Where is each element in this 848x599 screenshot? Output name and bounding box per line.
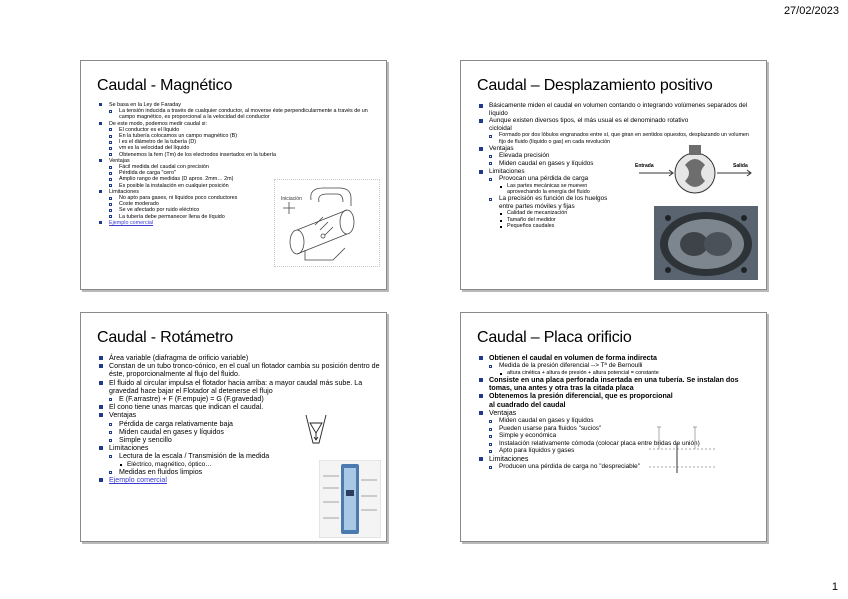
bullet: Ventajas Miden caudal en gases y líquidos Pueden usarse para fluidos "sucios" Simple y económica Instalación relativamente cómoda (colocar placa entre bridas de unión) Apto para líquidos y gases — [477, 409, 760, 455]
sub-bullet: Lectura de la escala / Transmisión de la medida Eléctrico, magnético, óptico… — [109, 452, 380, 468]
sub-bullet: Fácil medida del caudal con precisión — [109, 164, 380, 170]
sub-sub-bullet: altura cinética + altura de presión + altura potencial = constante — [499, 370, 760, 376]
page-number: 1 — [831, 581, 838, 593]
sub-bullet: Pérdida de carga relativamente baja — [109, 420, 380, 428]
bullet: Limitaciones Producen una pérdida de carga no "despreciable" — [477, 455, 760, 471]
sub-bullet: Medidas en fluidos limpios — [109, 468, 380, 476]
bullet: Limitaciones No apto para gases, ni líquidos poco conductores Coste moderado Se ve afectado por ruido eléctrico La tubería debe permanecer llena de líquido — [97, 189, 380, 220]
bullet: El fluido al circular impulsa el flotador hacia arriba: a mayor caudal más sube. La gravedad hace bajar el Flotador al detenerse el flujo E (F.arrastre) + F (F.empuje) = G (F.gravedad) — [97, 379, 380, 404]
bullet: Ventajas Elevada precisión Miden caudal en gases y líquidos — [477, 145, 760, 168]
bullet: Obtenemos la presión diferencial, que es proporcional al cuadrado del caudal — [477, 392, 760, 408]
sub-bullet: El conductor es el líquido — [109, 127, 380, 133]
sub-bullet: No apto para gases, ni líquidos poco conductores — [109, 195, 380, 201]
commercial-example-link[interactable]: Ejemplo comercial — [109, 219, 154, 226]
bullet: Se basa en la Ley de Faraday La tensión inducida a través de cualquier conductor, al moverse éste perpendicularmente a través de un campo magnético, es proporcional a la velocidad del conductor — [97, 102, 380, 121]
sub-bullet: Pueden usarse para fluidos "sucios" — [489, 425, 760, 433]
sub-bullet: Miden caudal en gases y líquidos — [489, 160, 760, 168]
sub-bullet: Amplio rango de medidas (D aprox. 2mm… 2m) — [109, 176, 380, 182]
sub-bullet: Se ve afectado por ruido eléctrico — [109, 207, 380, 213]
figure-label: Iniciación — [281, 196, 302, 202]
sub-bullet: Provocan una pérdida de carga Las partes mecánicas se mueven aprovechando la energía del fluido — [489, 175, 610, 195]
sub-sub-bullet: Eléctrico, magnético, óptico… — [119, 461, 380, 469]
sub-bullet: Es posible la instalación en cualquier posición — [109, 183, 380, 189]
sub-bullet: Obtenemos la fem (Tm) de los electrodos insertados en la tubería — [109, 152, 380, 158]
sub-bullet: Coste moderado — [109, 201, 380, 207]
bullet: Obtienen el caudal en volumen de forma indirecta Medida de la presión diferencial --> Tª de Bernoulli altura cinética + altura de presión + altura potencial = constante — [477, 354, 760, 376]
sub-bullet: Formado por dos lóbulos engranados entre sí, que giran en sentidos opuestos, desplazando un volumen fijo de fluido (líquido o gas) en cada revolución — [489, 132, 754, 144]
sub-bullet: Apto para líquidos y gases — [489, 447, 760, 455]
commercial-example-link[interactable]: Ejemplo comercial — [109, 476, 167, 485]
bullet: Constan de un tubo tronco-cónico, en el cual un flotador cambia su posición dentro de éste, proporcionalmente al flujo del fluido. — [97, 362, 380, 378]
sub-sub-bullet: Calidad de mecanización — [499, 210, 610, 216]
float-cone-diagram — [303, 413, 329, 447]
orifice-plate-diagram — [647, 425, 717, 473]
sub-bullet: En la tubería colocamos un campo magnético (B) — [109, 133, 380, 139]
sub-bullet: E (F.arrastre) + F (F.empuje) = G (F.gravedad) — [109, 395, 380, 403]
sub-sub-bullet: Tamaño del medidor — [499, 217, 610, 223]
bullet: Consiste en una placa perforada insertada en una tubería. Se instalan dos tomas, una antes y otra tras la citada placa — [477, 376, 760, 392]
bullet: Ventajas Pérdida de carga relativamente baja Miden caudal en gases y líquidos Simple y sencillo — [97, 411, 380, 444]
sub-bullet: La precisión es función de los huelgos entre partes móviles y fijas Calidad de mecanización Tamaño del medidor Pequeños caudales — [489, 195, 610, 229]
sub-bullet: Instalación relativamente cómoda (colocar placa entre bridas de unión) — [489, 440, 760, 448]
lobe-meter-photo — [654, 206, 758, 280]
bullet: El cono tiene unas marcas que indican el caudal. — [97, 403, 380, 411]
slide-caudal-magnetico — [80, 60, 387, 290]
slide-title: Caudal – Desplazamiento positivo — [477, 77, 713, 94]
rotameter-photo — [319, 460, 381, 538]
bullet: Limitaciones Provocan una pérdida de carga Las partes mecánicas se mueven aprovechando la energía del fluido La precisión es función de los huelgos entre partes móviles y fijas Calidad de mecanización Tamaño del medidor Pequeños caudales — [477, 168, 760, 229]
slide-title: Caudal - Rotámetro — [97, 329, 234, 346]
bullet: Básicamente miden el caudal en volumen contando o integrando volúmenes separados del líquido — [477, 102, 760, 117]
sub-bullet: La tubería debe permanecer llena de líquido — [109, 214, 380, 220]
bullet: Aunque existen diversos tipos, el más usual es el denominado rotativo cicloidal Formado por dos lóbulos engranados entre sí, que giran en sentidos opuestos, desplazando un volumen fijo de fluido (líquido o gas) en cada revolución — [477, 117, 760, 145]
sub-bullet: l es el diámetro de la tubería (D) — [109, 139, 380, 145]
slide-body — [477, 354, 760, 471]
sub-bullet: Producen una pérdida de carga no "despreciable" — [489, 463, 760, 471]
bullet: Área variable (diafragma de orificio variable) — [97, 354, 380, 362]
slide-title: Caudal - Magnético — [97, 77, 233, 94]
sub-bullet: Miden caudal en gases y líquidos — [489, 417, 760, 425]
sub-bullet: Simple y sencillo — [109, 436, 380, 444]
lobe-meter-diagram — [633, 143, 757, 199]
sub-bullet: Pérdida de carga "cero" — [109, 170, 380, 176]
sub-bullet: Simple y económica — [489, 432, 760, 440]
bullet: Ventajas Fácil medida del caudal con precisión Pérdida de carga "cero" Amplio rango de medidas (D aprox. 2mm… 2m) Es posible la instalación en cualquier posición — [97, 158, 380, 189]
sub-sub-bullet: Pequeños caudales — [499, 223, 610, 229]
entrada-label: Entrada — [635, 163, 654, 169]
slide-caudal-desplazamiento — [460, 60, 767, 290]
sub-bullet: vm es la velocidad del líquido — [109, 145, 380, 151]
slide-caudal-placa-orificio — [460, 312, 767, 542]
sub-bullet: Elevada precisión — [489, 152, 760, 160]
print-date: 27/02/2023 — [783, 5, 839, 17]
bullet: Limitaciones Lectura de la escala / Transmisión de la medida Eléctrico, magnético, óptico… Medidas en fluidos limpios — [97, 444, 380, 476]
slide-title: Caudal – Placa orificio — [477, 329, 632, 346]
slide-caudal-rotametro — [80, 312, 387, 542]
sub-bullet: Medida de la presión diferencial --> Tª de Bernoulli altura cinética + altura de presión + altura potencial = constante — [489, 362, 760, 376]
bullet: De este modo, podemos medir caudal si: El conductor es el líquido En la tubería colocamos un campo magnético (B) l es el diámetro de la tubería (D) vm es la velocidad del líquido Obtenemos la fem (Tm) de los electrodos insertados en la tubería — [97, 121, 380, 158]
sub-sub-bullet: Las partes mecánicas se mueven aprovechando la energía del fluido — [499, 183, 610, 195]
magnetic-flowmeter-diagram — [274, 179, 380, 267]
sub-bullet: Miden caudal en gases y líquidos — [109, 428, 380, 436]
salida-label: Salida — [733, 163, 748, 169]
sub-bullet: La tensión inducida a través de cualquier conductor, al moverse éste perpendicularmente a través de un campo magnético, es proporcional a la velocidad del conductor — [109, 108, 380, 120]
